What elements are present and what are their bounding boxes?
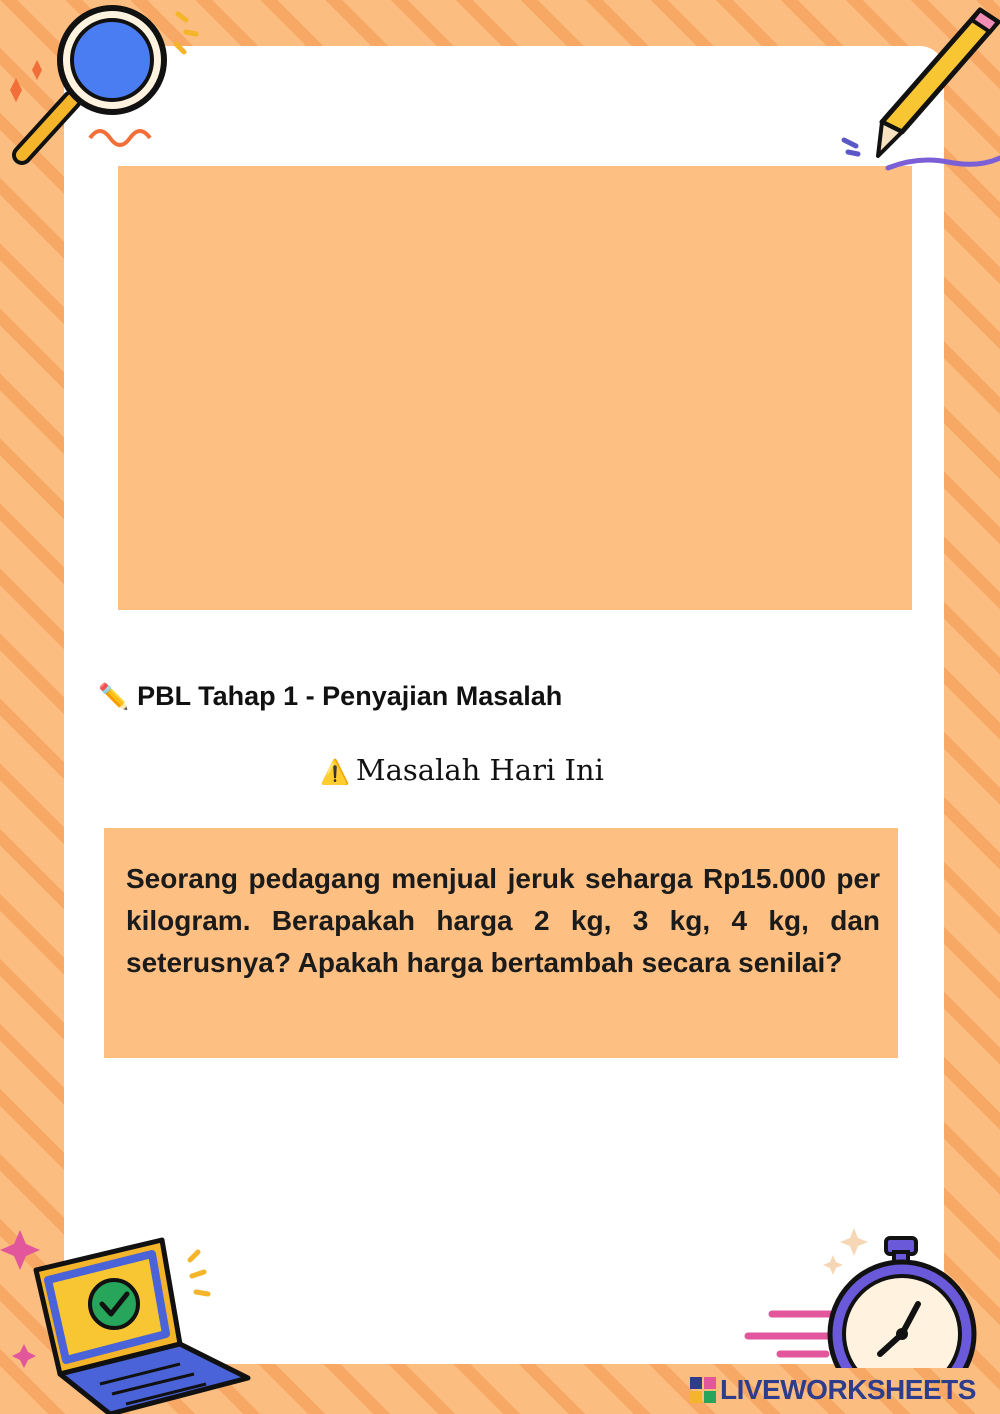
- problem-box: [104, 828, 898, 1058]
- problem-heading: [320, 750, 604, 790]
- brand-text: LIVEWORKSHEETS: [720, 1374, 976, 1405]
- sparkle-icon: [823, 1255, 843, 1275]
- laptop-check-icon: [0, 1218, 270, 1414]
- stage-title: [98, 676, 562, 716]
- sparkle-icon: [0, 1230, 40, 1270]
- pencil-emoji-icon: ✏️: [98, 683, 130, 711]
- liveworksheets-mark-icon: [690, 1377, 716, 1403]
- pencil-icon: [830, 0, 1000, 180]
- sparkle-icon: [840, 1228, 868, 1256]
- sparkle-icon: [10, 78, 22, 102]
- media-placeholder: [118, 166, 912, 610]
- stopwatch-icon: [740, 1218, 1000, 1368]
- liveworksheets-logo: [690, 1372, 976, 1408]
- problem-text: Seorang pedagang menjual jeruk seharga Rp15.000 per kilogram. Berapakah harga 2 kg, 3 kg, 4 kg, dan seterusnya? Apakah harga bertambah secara senilai?: [126, 863, 880, 978]
- sparkle-icon: [32, 60, 42, 80]
- magnifier-icon: [0, 0, 210, 180]
- warning-icon: ⚠️: [320, 758, 350, 786]
- stage-title-text: PBL Tahap 1 - Penyajian Masalah: [137, 681, 563, 711]
- sparkle-icon: [12, 1344, 36, 1368]
- problem-heading-text: Masalah Hari Ini: [355, 753, 604, 787]
